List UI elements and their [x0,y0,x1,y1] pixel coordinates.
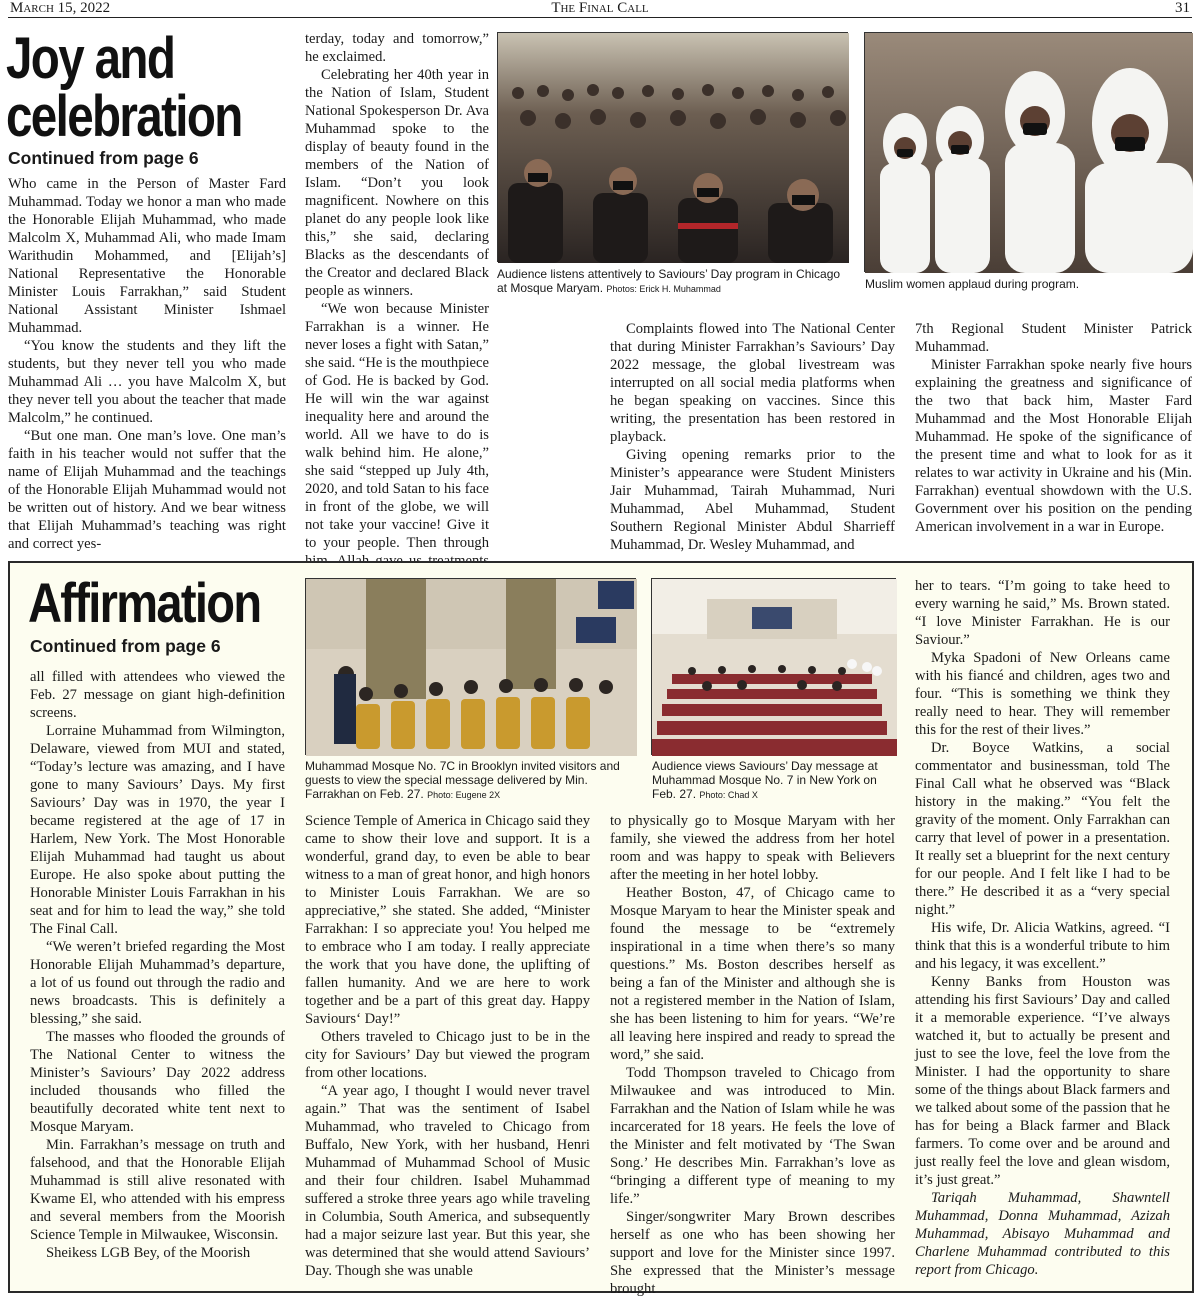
paragraph: “A year ago, I thought I would never travel again.” That was the sentiment of Isabel Muhammad, who traveled to Chicago from Buffalo, New York, with her husband, Henri Muhammad of Muhammad School of Music and their four children. Isabel Muhammad suffered a stroke three years ago while traveling in Columbia, South America, and subsequently had a major seizure last year. But this year, she was determined that she would attend Saviours’ Day. Though she was unable [305,1083,590,1279]
paragraph: “We weren’t briefed regarding the Most Honorable Elijah Muhammad’s departure, a lot of us found out through the radio and news broadcasts. This is definitely a blessing,” she said. [30,939,285,1027]
paragraph: Min. Farrakhan’s message on truth and falsehood, and that the Honorable Elijah Muhammad is still alive resonated with Kwame El, who attended with his empress and several members from the Moorish Science Temple in Milwaukee, Wisconsin. [30,1137,285,1243]
paragraph: Giving opening remarks prior to the Minister’s appearance were Student Ministers Jair Muhammad, Tairah Muhammad, Nuri Muhammad, Abel Muhammad, Student Southern Regional Minister Abdul Sharrieff Muhammad, Dr. Wesley Muhammad, and [610,447,895,553]
story2-column-1 [30,668,285,1284]
story1-column-1 [8,175,286,555]
paragraph: Kenny Banks from Houston was attending his first Saviours’ Day and called it a memorable experience. “I’ve always watched it, but to actually be present and just to see the love, feel the love from the Minister. I had the opportunity to share some of the things about Black farmers and we talked about some of the passion that he has for being a Black farmer and Black farmers. To come over and be around and just really feel the love and glean wisdom, it’s just great.” [915,974,1170,1188]
paragraph: Complaints flowed into The National Center that during Minister Farrakhan’s Saviours’ Day 2022 message, the global livestream was interrupted on all social media platforms when he began speaking on vaccines. Since this writing, the presentation has been restored in playback. [610,321,895,445]
story2-column-2 [305,812,590,1284]
women-applaud-caption: Muslim women applaud during program. [865,277,1080,291]
paragraph: Myka Spadoni of New Orleans came with his fiancé and children, ages two and four. “This is something we think they really need to hear. They will remember this for the rest of their lives.” [915,650,1170,738]
story1-column-3 [610,320,895,556]
issue-date: March 15, 2022 [10,0,111,16]
brooklyn-mosque-caption [305,759,640,802]
paragraph: Dr. Boyce Watkins, a social commentator and businessman, told The Final Call what he observed was “Black history in the making.” “You felt the gravity of the moment. Only Farrakhan can carry that level of power in a presentation. It really set a blueprint for the next century for our people. And I felt like I had to be there.” He described it as a “very special night.” [915,740,1170,918]
paragraph: her to tears. “I’m going to take heed to every warning he said,” Ms. Brown stated. “I love Minister Farrakhan. He is our Saviour.” [915,578,1170,648]
caption-text: Audience listens attentively to Saviours’ Day program in Chicago at Mosque Maryam. [497,267,841,295]
brooklyn-mosque-photo-image [306,579,637,756]
story1-column-2 [305,30,489,555]
paragraph: The masses who flooded the grounds of The National Center to witness the Minister’s Saviours’ Day 2022 address included thousands who filled the beautifully decorated white tent next to Mosque Maryam. [30,1029,285,1135]
photo-credit: Photo: Eugene 2X [427,790,501,800]
paragraph: His wife, Dr. Alicia Watkins, agreed. “I think that this is a wonderful tribute to him and his legacy, it was excellent.” [915,920,1170,972]
caption-text: Muhammad Mosque No. 7C in Brooklyn invited visitors and guests to view the special message delivered by Min. Farrakhan on Feb. 27. [305,759,620,801]
audience-photo [497,32,848,262]
publication-name: The Final Call [551,0,649,16]
new-york-mosque-photo-image [652,579,897,756]
paragraph: “We won because Minister Farrakhan is a winner. He never loses a fight with Satan,” she said. “He is the mouthpiece of God. He is backed by God. He will win the war against inequality here and around the world. All we have to do is walk behind him. He alone,” she said “stepped up July 4th, 2020, and told Satan to his face in front of the globe, we will not take your vaccine! Give it to your people. Then through [305,301,489,551]
paragraph: all filled with attendees who viewed the Feb. 27 message on giant high-definition screens. [30,669,285,721]
story2-jump-line: Continued from page 6 [30,636,221,656]
caption-text: Audience views Saviours’ Day message at Muhammad Mosque No. 7 in New York on Feb. 27. [652,759,878,801]
audience-photo-caption [497,267,849,296]
paragraph: Minister Farrakhan spoke nearly five hours explaining the greatness and significance of the two that back him, Master Fard Muhammad and the Most Honorable Elijah Muhammad. He spoke of the significance of the present time and what to look for as it relates to war activity in Ukraine and his (Min. Farrakhan) eventual showdown with the U.S. Government over his position on the pending American involvement in a war in Europe. [915,357,1192,535]
paragraph: to physically go to Mosque Maryam with her family, she viewed the address from her hotel room and was happy to speak with Believers after the meeting in her hotel lobby. [610,813,895,883]
audience-photo-image [498,33,849,263]
page-number: 31 [1175,0,1190,16]
paragraph: Todd Thompson traveled to Chicago from Milwaukee and was introduced to Min. Farrakhan and the Nation of Islam while he was incarcerated for 18 years. He feels the love of the Minister and felt motivated by ‘The Swan Song.’ He describes Min. Farrakhan’s love as “bringing a different type of meaning to my life.” [610,1065,895,1207]
story1-headline-line2: celebration [6,84,242,149]
page-header [8,0,1192,18]
story1-jump-line: Continued from page 6 [8,148,199,168]
paragraph: Celebrating her 40th year in the Nation of Islam, Student National Spokesperson Dr. Ava Muhammad spoke to the display of beauty found in the members of the Nation of Islam. “Don’t you look magnificent. Nowhere on this planet do any people look like this,” she said, declaring Blacks as the descendants of the Creator and declared Black people as winners. [305,67,489,299]
story2-headline: Affirmation [28,571,261,634]
paragraph: 7th Regional Student Minister Patrick Muhammad. [915,321,1192,355]
paragraph: “But one man. One man’s love. One man’s faith in his teacher would not suffer that the name of Elijah Muhammad and the teachings of the Honorable Elijah Muhammad would not be written out of history. And we bear witness that Elijah Muhammad’s teaching was right and correct yes- [8,428,286,552]
story2-column-4 [915,577,1170,1284]
paragraph: Heather Boston, 47, of Chicago came to Mosque Maryam to hear the Minister speak and found the message to be “extremely inspirational in a time when there’s so many questions.” Ms. Boston describes herself as being a fan of the Minister and although she is not a registered member in the Nation of Islam, she has been listening to him for years. “We’re all leaving here inspired and ready to spread the word,” she said. [610,885,895,1063]
paragraph: Who came in the Person of Master Fard Muhammad. Today we honor a man who made the Honorable Elijah Muhammad, who made Malcolm X, Muhammad Ali, who made Imam Warithudin Mohammed, and [Elijah’s] National Representative the Honorable Minister Louis Farrakhan,” said Student National Assistant Minister Ishmael Muhammad. [8,176,286,336]
story2-column-3 [610,812,895,1297]
contributors-note: Tariqah Muhammad, Shawntell Muhammad, Donna Muhammad, Azizah Muhammad, Abisayo Muhammad and Charlene Muhammad contributed to this report from Chicago. [915,1190,1170,1278]
paragraph: Sheikess LGB Bey, of the Moorish [46,1245,251,1261]
paragraph: terday, today and tomorrow,” he exclaimed. [305,31,489,65]
photo-credit: Photo: Chad X [699,790,758,800]
paragraph: Lorraine Muhammad from Wilmington, Delaware, viewed from MUI and stated, “Today’s lecture was amazing, and I have gone to many Saviours’ Days. My first Saviours’ Day was in 1970, the year I became registered at the age of 17 in Harlem, New York. The Most Honorable Elijah Muhammad had taught us about Europe. He also spoke about putting the Honorable Minister Louis Farrakhan in his seat and for him to lead the way,” she told The Final Call. [30,723,285,937]
brooklyn-mosque-photo [305,578,636,755]
story1-headline-line1: Joy and [6,26,175,91]
story1-column-4 [915,320,1192,556]
photo-credit: Photos: Erick H. Muhammad [606,284,721,294]
paragraph: Singer/songwriter Mary Brown describes herself as one who has been showing her support and love for the Minister since 1997. She expressed that the Minister’s message brought [610,1209,895,1297]
story1-headline [6,26,242,149]
paragraph: Others traveled to Chicago just to be in the city for Saviours’ Day but viewed the program from other locations. [305,1029,590,1081]
women-applaud-photo-image [865,33,1193,273]
new-york-mosque-photo [651,578,896,755]
paragraph: Science Temple of America in Chicago said they came to show their love and support. It is a wonderful, grand day, to even be able to bear witness to a man of great honor, and high honors to Minister Louis Farrakhan. We are so appreciative,” she stated. She added, “Minister Farrakhan: I so appreciate you! You helped me to embrace who I am today. I really appreciate the work that you have done, the uplifting of fallen humanity. And we are here to work together and be a part of this great day. Happy Saviours‘ Day!” [305,813,590,1027]
women-applaud-photo [864,32,1192,272]
new-york-mosque-caption [652,759,900,802]
paragraph: “You know the students and they lift the students, but they never tell you who made Muhammad Ali … you have Malcolm X, but they never tell you about the teacher that made Malcolm,” he continued. [8,338,286,426]
